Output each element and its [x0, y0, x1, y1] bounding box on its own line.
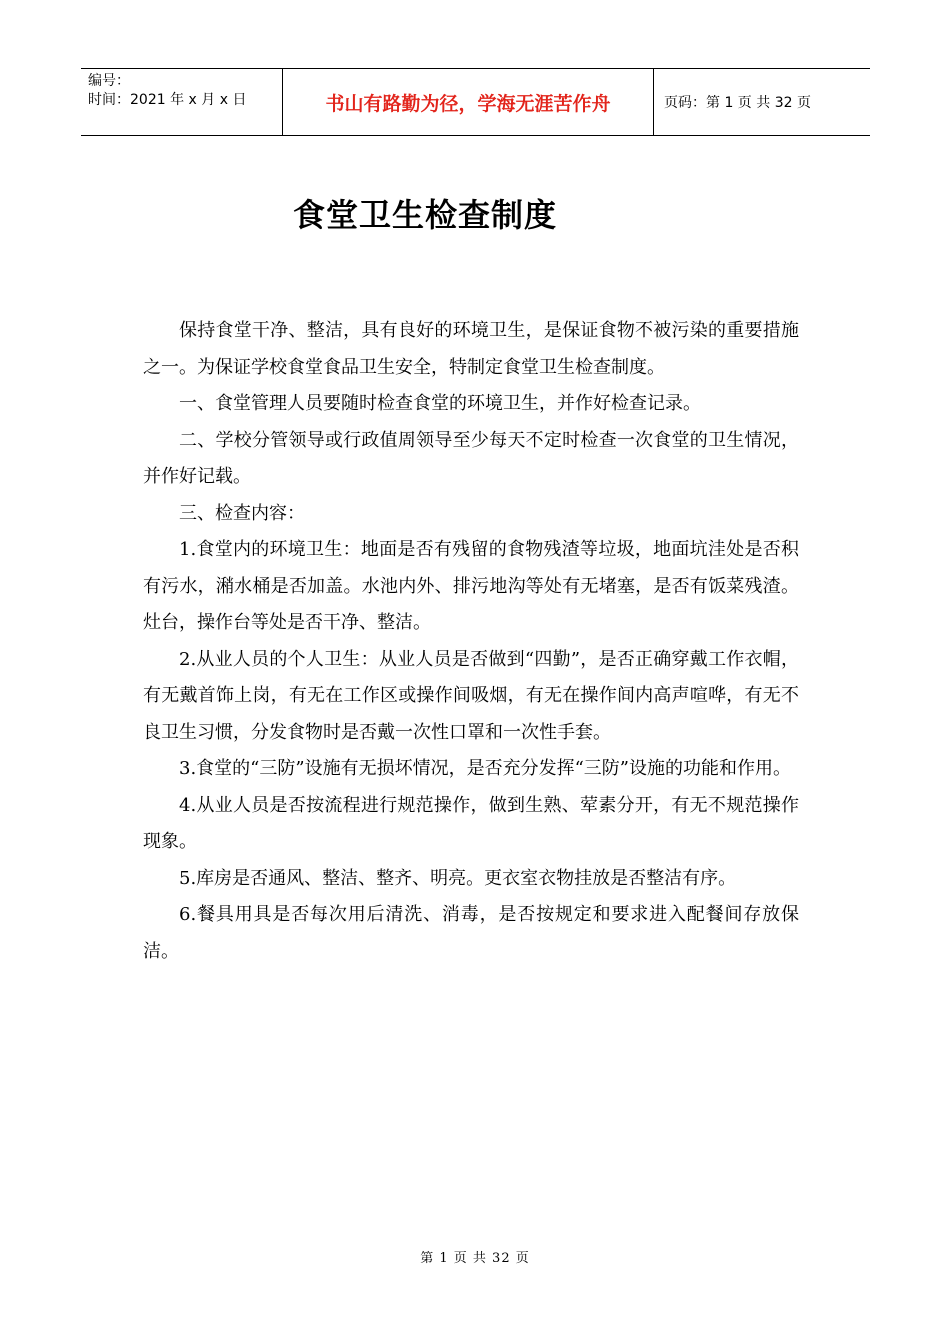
paragraph-item-6: 6.餐具用具是否每次用后清洗、消毒，是否按规定和要求进入配餐间存放保洁。 — [143, 904, 799, 962]
document-title: 食堂卫生检查制度 — [292, 196, 557, 234]
number-label: 编号： — [88, 73, 130, 89]
paragraph-item-5: 5.库房是否通风、整洁、整齐、明亮。更衣室衣物挂放是否整洁有序。 — [179, 867, 737, 889]
paragraph-item-4: 4.从业人员是否按流程进行规范操作，做到生熟、荤素分开，有无不规范操作现象。 — [143, 794, 799, 852]
paragraph-rule-2: 二、学校分管领导或行政值周领导至少每天不定时检查一次食堂的卫生情况，并作好记载。 — [143, 429, 799, 487]
paragraph-rule-3: 三、检查内容： — [179, 502, 305, 524]
paragraph-item-1: 1.食堂内的环境卫生：地面是否有残留的食物残渣等垃圾，地面坑洼处是否积有污水，潲水桶是否加盖。水池内外、排污地沟等处有无堵塞，是否有饭菜残渣。灶台，操作台等处是否干净、整洁。 — [143, 539, 799, 633]
header-meta-cell — [81, 69, 282, 135]
page-footer: 第 1 页 共 32 页 — [420, 1251, 530, 1266]
header-motto: 书山有路勤为径，学海无涯苦作舟 — [282, 69, 654, 135]
paragraph-rule-1: 一、食堂管理人员要随时检查食堂的环境卫生，并作好检查记录。 — [179, 393, 701, 414]
paragraph-item-2: 2.从业人员的个人卫生：从业人员是否做到“四勤”，是否正确穿戴工作衣帽，有无戴首饰上岗，有无在工作区或操作间吸烟，有无在操作间内高声喧哗，有无不良卫生习惯，分发食物时是否戴一次性口罩和一次性手套。 — [143, 648, 799, 743]
paragraph-intro: 保持食堂干净、整洁，具有良好的环境卫生，是保证食物不被污染的重要措施之一。为保证学校食堂食品卫生安全，特制定食堂卫生检查制度。 — [143, 320, 799, 378]
header-table — [81, 68, 870, 136]
document-body — [143, 313, 799, 970]
paragraph-item-3: 3.食堂的“三防”设施有无损坏情况，是否充分发挥“三防”设施的功能和作用。 — [179, 758, 791, 779]
date-label: 时间：2021 年 x 月 x 日 — [88, 92, 247, 108]
header-page-info: 页码：第 1 页 共 32 页 — [664, 95, 811, 111]
